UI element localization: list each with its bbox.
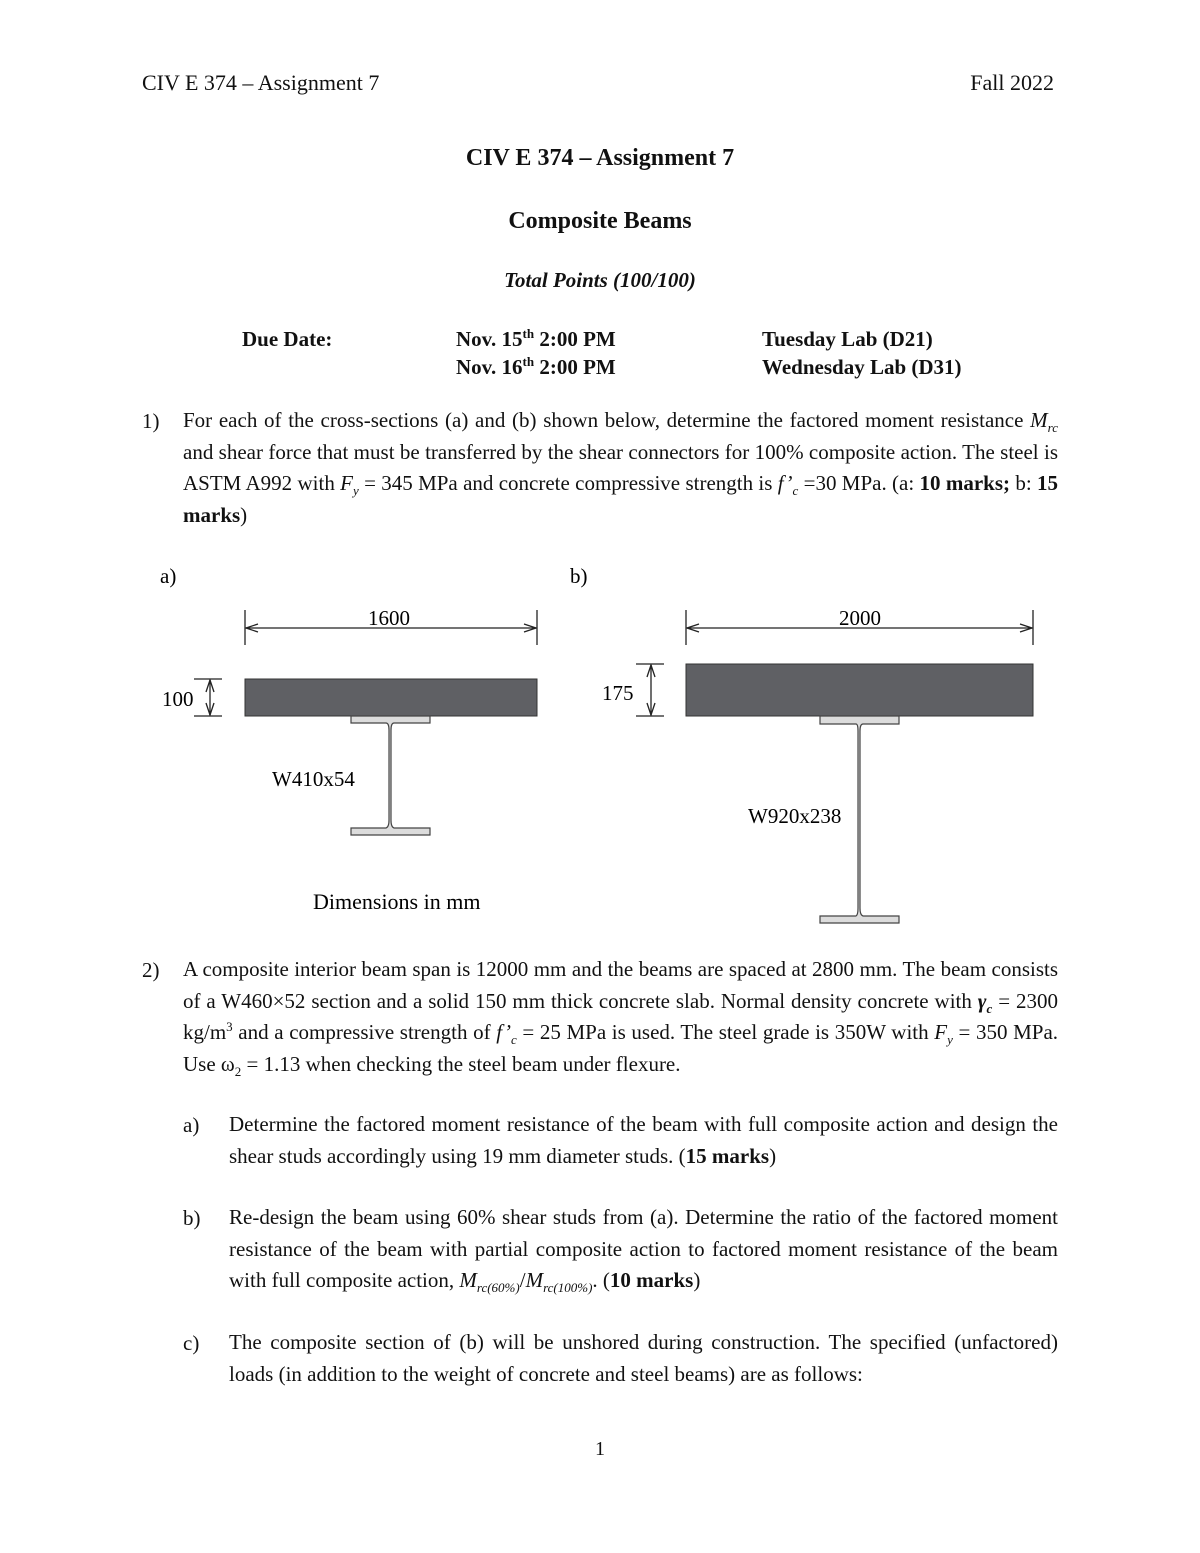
q2c-label: c) xyxy=(183,1331,200,1355)
q1-text-3: = 345 MPa and concrete compressive strength is xyxy=(358,471,778,495)
q2-gamma: $\gamma_c$ xyxy=(977,988,993,1016)
q1-marks-a: 10 marks; xyxy=(919,471,1010,495)
q2b-slash: / xyxy=(519,1268,526,1292)
figure-label-b: b) xyxy=(570,564,588,588)
q1-text-6: ) xyxy=(240,502,248,527)
q2a-close: ) xyxy=(769,1143,777,1168)
cross-section-figure xyxy=(0,555,1200,935)
due-lab-2: Wednesday Lab (D31) xyxy=(762,355,962,379)
q2-text xyxy=(183,954,1058,1080)
q2-fc: $f’_c$ xyxy=(496,1020,517,1048)
q1-number: 1) xyxy=(142,409,160,433)
q2b-body: Re-design the beam using 60% shear studs from (a). Determine the ratio of the factored moment resistance of the beam with partial composite action to factored moment resistance of the beam with full composite action, xyxy=(229,1205,1058,1292)
dim-b-width-label: 2000 xyxy=(839,606,881,630)
q1-mrc: $M_{rc}$ xyxy=(1030,408,1058,436)
q2-fy: $F_y$ xyxy=(934,1020,953,1048)
q2-omega-sub: 2 xyxy=(234,1063,242,1079)
due-lab-1: Tuesday Lab (D21) xyxy=(762,327,933,351)
due-date-1-suffix: th xyxy=(522,326,535,341)
q2-text-6: = 1.13 when checking the steel beam under flexure. xyxy=(241,1051,681,1076)
due-date-row-2 xyxy=(456,355,616,380)
q1-text-1: For each of the cross-sections (a) and (b) shown below, determine the factored moment resistance xyxy=(183,408,1031,432)
q1-text xyxy=(183,405,1058,531)
dim-a-width-label: 1600 xyxy=(368,606,410,630)
due-date-1: Nov. 15 xyxy=(456,327,523,351)
q2-text-4: = 25 MPa is used. The steel grade is 350W with xyxy=(516,1020,935,1044)
running-header-right: Fall 2022 xyxy=(970,70,1054,95)
q1-text-4: =30 MPa. (a: xyxy=(798,471,920,495)
units-note: Dimensions in mm xyxy=(313,889,481,914)
q1-fy: $F_y$ xyxy=(340,471,359,499)
steel-beam-a xyxy=(351,716,430,835)
q1-text-2: and shear force that must be transferred by the shear connectors for 100% composite action. The steel is ASTM A992 with xyxy=(183,439,1058,495)
q2a-body: Determine the factored moment resistance of the beam with full composite action and design the shear studs accordingly using 19 mm diameter studs. ( xyxy=(229,1112,1058,1168)
slab-a xyxy=(245,679,537,716)
q2b-dot: . ( xyxy=(592,1268,610,1292)
section-b-label: W920x238 xyxy=(748,804,842,828)
q2-cubed: 3 xyxy=(226,1019,233,1034)
due-date-row-1 xyxy=(456,327,616,352)
q1-text-5: b: xyxy=(1010,471,1037,495)
q2b-close: ) xyxy=(693,1268,701,1292)
total-points: Total Points (100/100) xyxy=(504,268,696,292)
q2b-label: b) xyxy=(183,1206,201,1230)
document-title: CIV E 374 – Assignment 7 xyxy=(465,145,735,171)
q2-number: 2) xyxy=(142,958,160,982)
q2a-text xyxy=(229,1109,1058,1172)
dim-b-depth-label: 175 xyxy=(602,681,634,705)
q2-text-1: A composite interior beam span is 12000 mm and the beams are spaced at 2800 mm. The beam consists of a W460×52 section and a solid 150 mm thick concrete slab. Normal density concrete with xyxy=(183,957,1058,1013)
q2a-label: a) xyxy=(183,1113,200,1137)
dim-a-depth-label: 100 xyxy=(162,687,194,711)
q2b-mrc100: $M_{rc(100\%)}$ xyxy=(525,1268,593,1296)
section-a-label: W410x54 xyxy=(272,767,355,791)
q2c-text: The composite section of (b) will be unshored during construction. The specified (unfactored) loads (in addition to the weight of concrete and steel beams) are as follows: xyxy=(229,1330,1058,1386)
page-number: 1 xyxy=(595,1438,605,1460)
slab-b xyxy=(686,664,1033,716)
q2a-marks: 15 marks xyxy=(685,1143,770,1168)
due-time-2: 2:00 PM xyxy=(539,355,616,379)
q2b-text xyxy=(229,1202,1058,1297)
due-date-label: Due Date: xyxy=(242,327,333,351)
q2b-marks: 10 marks xyxy=(609,1268,694,1292)
due-date-2-suffix: th xyxy=(522,354,535,369)
q2-text-5: = 350 MPa. Use ω xyxy=(183,1020,1059,1076)
due-date-2: Nov. 16 xyxy=(456,355,523,379)
running-header-left: CIV E 374 – Assignment 7 xyxy=(142,70,380,95)
document-subtitle: Composite Beams xyxy=(508,208,692,234)
q2-text-2: = 2300 kg/m xyxy=(183,988,1058,1044)
q1-fc: $f’_c$ xyxy=(777,471,799,499)
q1-marks-b: 15 marks xyxy=(183,471,1058,527)
due-time-1: 2:00 PM xyxy=(539,327,616,351)
q2b-mrc60: $M_{rc(60\%)}$ xyxy=(459,1268,520,1296)
q2-text-3: and a compressive strength of xyxy=(232,1020,497,1044)
figure-label-a: a) xyxy=(160,564,177,588)
